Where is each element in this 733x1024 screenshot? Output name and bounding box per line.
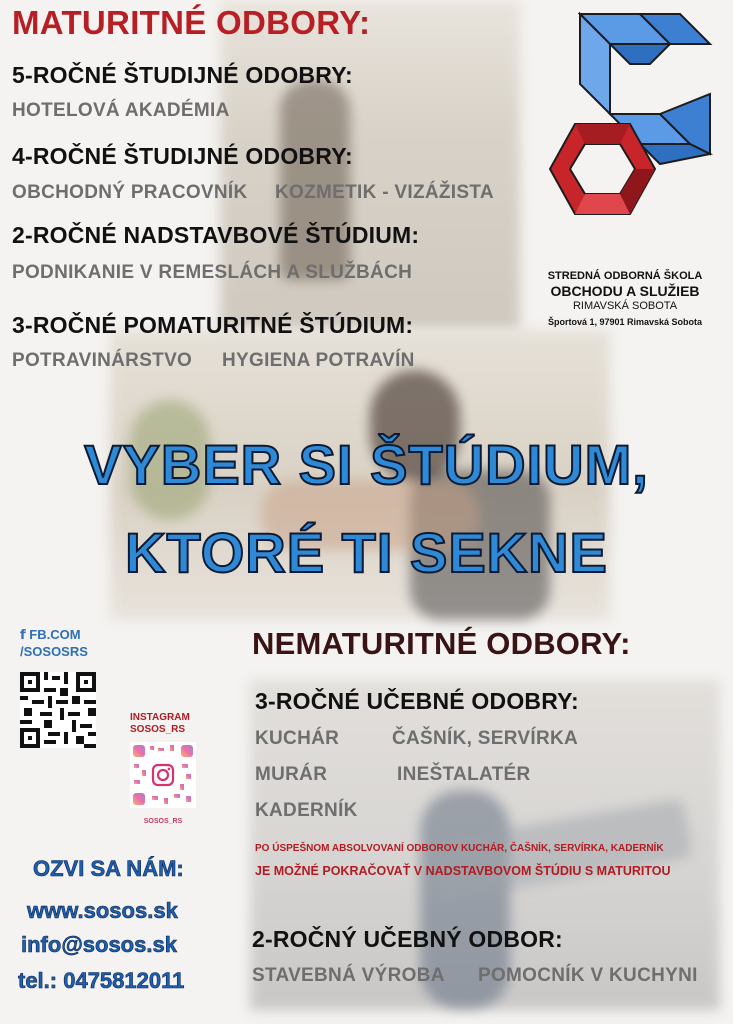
field-item: KOZMETIK - VIZÁŽISTA bbox=[275, 182, 494, 203]
school-name-line3: RIMAVSKÁ SOBOTA bbox=[572, 300, 678, 312]
maturitne-title: MATURITNÉ ODBORY: bbox=[12, 4, 371, 41]
continuation-note-line1: PO ÚSPEŠNOM ABSOLVOVANÍ ODBOROV KUCHÁR, ČAŠNÍK, SERVÍRKA, KADERNÍK bbox=[255, 843, 664, 854]
facebook-label: f FB.COM /SOSOSRS bbox=[20, 627, 88, 659]
group-heading: 3-ROČNÉ POMATURITNÉ ŠTÚDIUM: bbox=[12, 312, 414, 338]
school-name-line2: OBCHODU A SLUŽIEB bbox=[550, 283, 700, 299]
school-address: Športová 1, 97901 Rimavská Sobota bbox=[547, 317, 703, 327]
field-item: MURÁR bbox=[255, 764, 328, 785]
nematuritne-title: NEMATURITNÉ ODBORY: bbox=[252, 626, 631, 661]
phone-number[interactable]: tel.: 0475812011 bbox=[18, 968, 185, 993]
facebook-qr-code[interactable] bbox=[20, 672, 96, 748]
field-item: POMOCNÍK V KUCHYNI bbox=[478, 965, 698, 986]
group-heading: 2-ROČNÝ UČEBNÝ ODBOR: bbox=[252, 926, 563, 952]
field-item: STAVEBNÁ VÝROBA bbox=[252, 965, 445, 986]
field-item: PODNIKANIE V REMESLÁCH A SLUŽBÁCH bbox=[12, 262, 413, 283]
group-heading: 3-ROČNÉ UČEBNÉ ODOBRY: bbox=[255, 688, 579, 714]
field-item: POTRAVINÁRSTVO bbox=[12, 350, 193, 371]
contact-title: OZVI SA NÁM: bbox=[33, 856, 184, 881]
slogan-line1: VYBER SI ŠTÚDIUM, bbox=[84, 433, 649, 496]
email-link[interactable]: info@sosos.sk bbox=[21, 932, 177, 957]
field-item: HYGIENA POTRAVÍN bbox=[222, 350, 415, 371]
school-name-line1: STREDNÁ ODBORNÁ ŠKOLA bbox=[547, 270, 703, 282]
facebook-icon: f bbox=[20, 628, 26, 643]
group-heading: 4-ROČNÉ ŠTUDIJNÉ ODOBRY: bbox=[12, 143, 353, 169]
group-heading: 5-ROČNÉ ŠTUDIJNÉ ODOBRY: bbox=[12, 62, 353, 88]
field-item: KADERNÍK bbox=[255, 800, 358, 821]
instagram-qr-code[interactable] bbox=[130, 742, 196, 818]
field-item: HOTELOVÁ AKADÉMIA bbox=[12, 100, 230, 121]
school-logo bbox=[530, 4, 720, 256]
website-link[interactable]: www.sosos.sk bbox=[27, 898, 178, 923]
group-heading: 2-ROČNÉ NADSTAVBOVÉ ŠTÚDIUM: bbox=[12, 222, 420, 248]
slogan-line2: KTORÉ TI SEKNE bbox=[125, 521, 608, 584]
field-item: INEŠTALATÉR bbox=[397, 764, 531, 785]
field-item: OBCHODNÝ PRACOVNÍK bbox=[12, 182, 248, 203]
continuation-note-line2: JE MOŽNÉ POKRAČOVAŤ V NADSTAVBOVOM ŠTÚDIU S MATURITOU bbox=[255, 864, 671, 878]
field-item: ČAŠNÍK, SERVÍRKA bbox=[392, 728, 579, 749]
field-item: KUCHÁR bbox=[255, 728, 340, 749]
instagram-caption: SOSOS_RS bbox=[143, 818, 183, 825]
instagram-label: INSTAGRAM SOSOS_RS bbox=[130, 712, 190, 735]
